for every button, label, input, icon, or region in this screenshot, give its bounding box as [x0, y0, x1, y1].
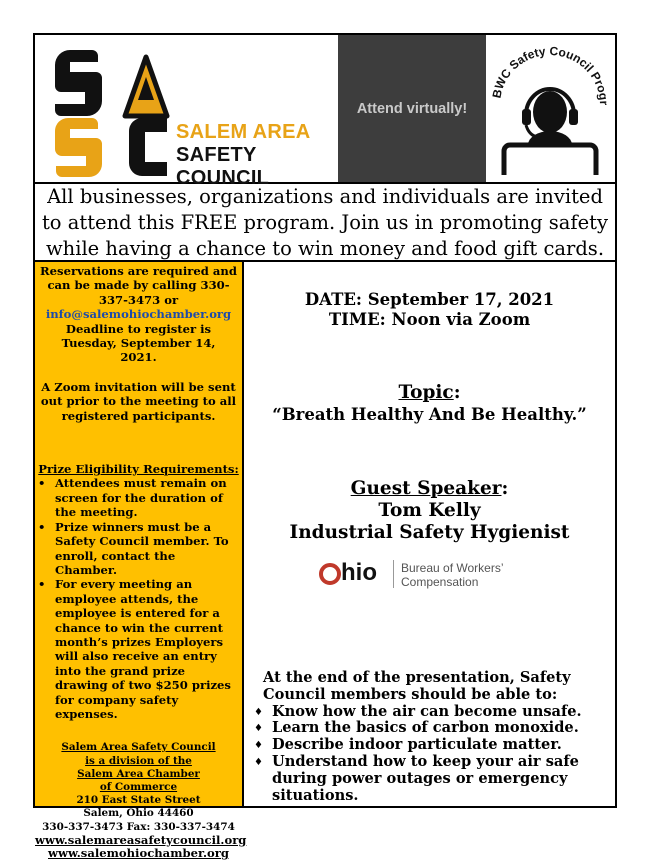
outcomes-intro: At the end of the presentation, Safety Council members should be able to: [263, 669, 571, 703]
chamber-website-link[interactable]: www.salemohiochamber.org [48, 846, 229, 860]
org-line: of Commerce [99, 780, 178, 793]
outcomes-block [263, 670, 613, 804]
prize-heading: Prize Eligibility Requirements: [38, 462, 239, 477]
headset-person-icon [486, 35, 615, 182]
bwc-program-badge [486, 35, 615, 182]
deadline-text: Deadline to register is Tuesday, September 14, 2021. [61, 321, 216, 365]
topic-title: “Breath Healthy And Be Healthy.” [272, 405, 587, 424]
logo-divider [393, 560, 394, 588]
prize-requirement: • Attendees must remain on screen for the duration of the meeting. [35, 476, 242, 519]
safety-council-website-link[interactable]: www.salemareasafetycouncil.org [35, 832, 247, 847]
header [35, 35, 615, 189]
reservation-text: Reservations are required and can be made by calling 330-337-3473 or [40, 264, 237, 307]
event-time: TIME: Noon via Zoom [328, 310, 531, 329]
learning-outcomes-list [250, 704, 613, 805]
attend-virtually-panel [338, 35, 486, 182]
zoom-note: A Zoom invitation will be sent out prior to the meeting to all registered participants. [40, 379, 237, 423]
ohio-bwc-logo [319, 554, 549, 594]
address-line: Salem, Ohio 44460 [83, 807, 194, 820]
ohio-o-icon [319, 561, 341, 587]
invitation-text: All businesses, organizations and individuals are invited to attend this FREE program. Join us in promoting safety while having a chance to win money and food gift cards. [35, 182, 615, 262]
logo-name-line1: SALEM AREA [176, 121, 311, 143]
bwc-name-line2: Compensation [401, 575, 479, 589]
learning-outcome: ♦ Know how the air can become unsafe. [250, 704, 613, 721]
ohio-wordmark: hio [341, 559, 377, 586]
learning-outcome: ♦ Describe indoor particulate matter. [250, 737, 613, 754]
prize-requirement: • For every meeting an employee attends, the employee is entered for a chance to win the current month’s prizes Employers will also receive an entry into the grand prize drawing of two $250 prizes for company safety expenses. [35, 577, 242, 721]
speaker-title: Industrial Safety Hygienist [289, 522, 570, 543]
org-line: is a division of the [85, 754, 192, 767]
event-details-column [244, 262, 615, 806]
event-date: DATE: September 17, 2021 [304, 290, 555, 309]
registration-column [35, 262, 247, 860]
flyer-frame [33, 33, 617, 860]
speaker-colon: : [501, 478, 509, 499]
sasc-logo [35, 35, 338, 189]
speaker-label: Guest Speaker [350, 478, 502, 499]
reservation-info [35, 262, 242, 365]
prize-requirement: • Prize winners must be a Safety Council member. To enroll, contact the Chamber. [35, 520, 242, 578]
speaker-block [244, 478, 615, 544]
learning-outcome: ♦ Understand how to keep your air safe during power outages or emergency situations. [250, 754, 613, 804]
speaker-name: Tom Kelly [378, 500, 481, 521]
date-time-block [244, 290, 615, 330]
learning-outcome: ♦ Learn the basics of carbon monoxide. [250, 720, 613, 737]
phone-line: 330-337-3473 Fax: 330-337-3474 [42, 820, 235, 833]
topic-label: Topic [398, 382, 454, 403]
bwc-arc-text: BWC Safety Council Progr [489, 43, 612, 106]
prize-requirements-list [35, 476, 242, 721]
org-line: Salem Area Chamber [77, 767, 200, 780]
topic-colon: : [453, 382, 461, 403]
address-line: 210 East State Street [76, 794, 201, 807]
logo-name-line2: SAFETY COUNCIL [176, 144, 270, 189]
bwc-name-line1: Bureau of Workers’ [401, 561, 504, 575]
topic-block [244, 382, 615, 426]
chamber-contact-block [35, 741, 247, 860]
chamber-email-link[interactable]: info@salemohiochamber.org [45, 307, 232, 322]
attend-virtually-text: Attend virtually! [356, 100, 468, 117]
org-line: Salem Area Safety Council [61, 741, 216, 754]
